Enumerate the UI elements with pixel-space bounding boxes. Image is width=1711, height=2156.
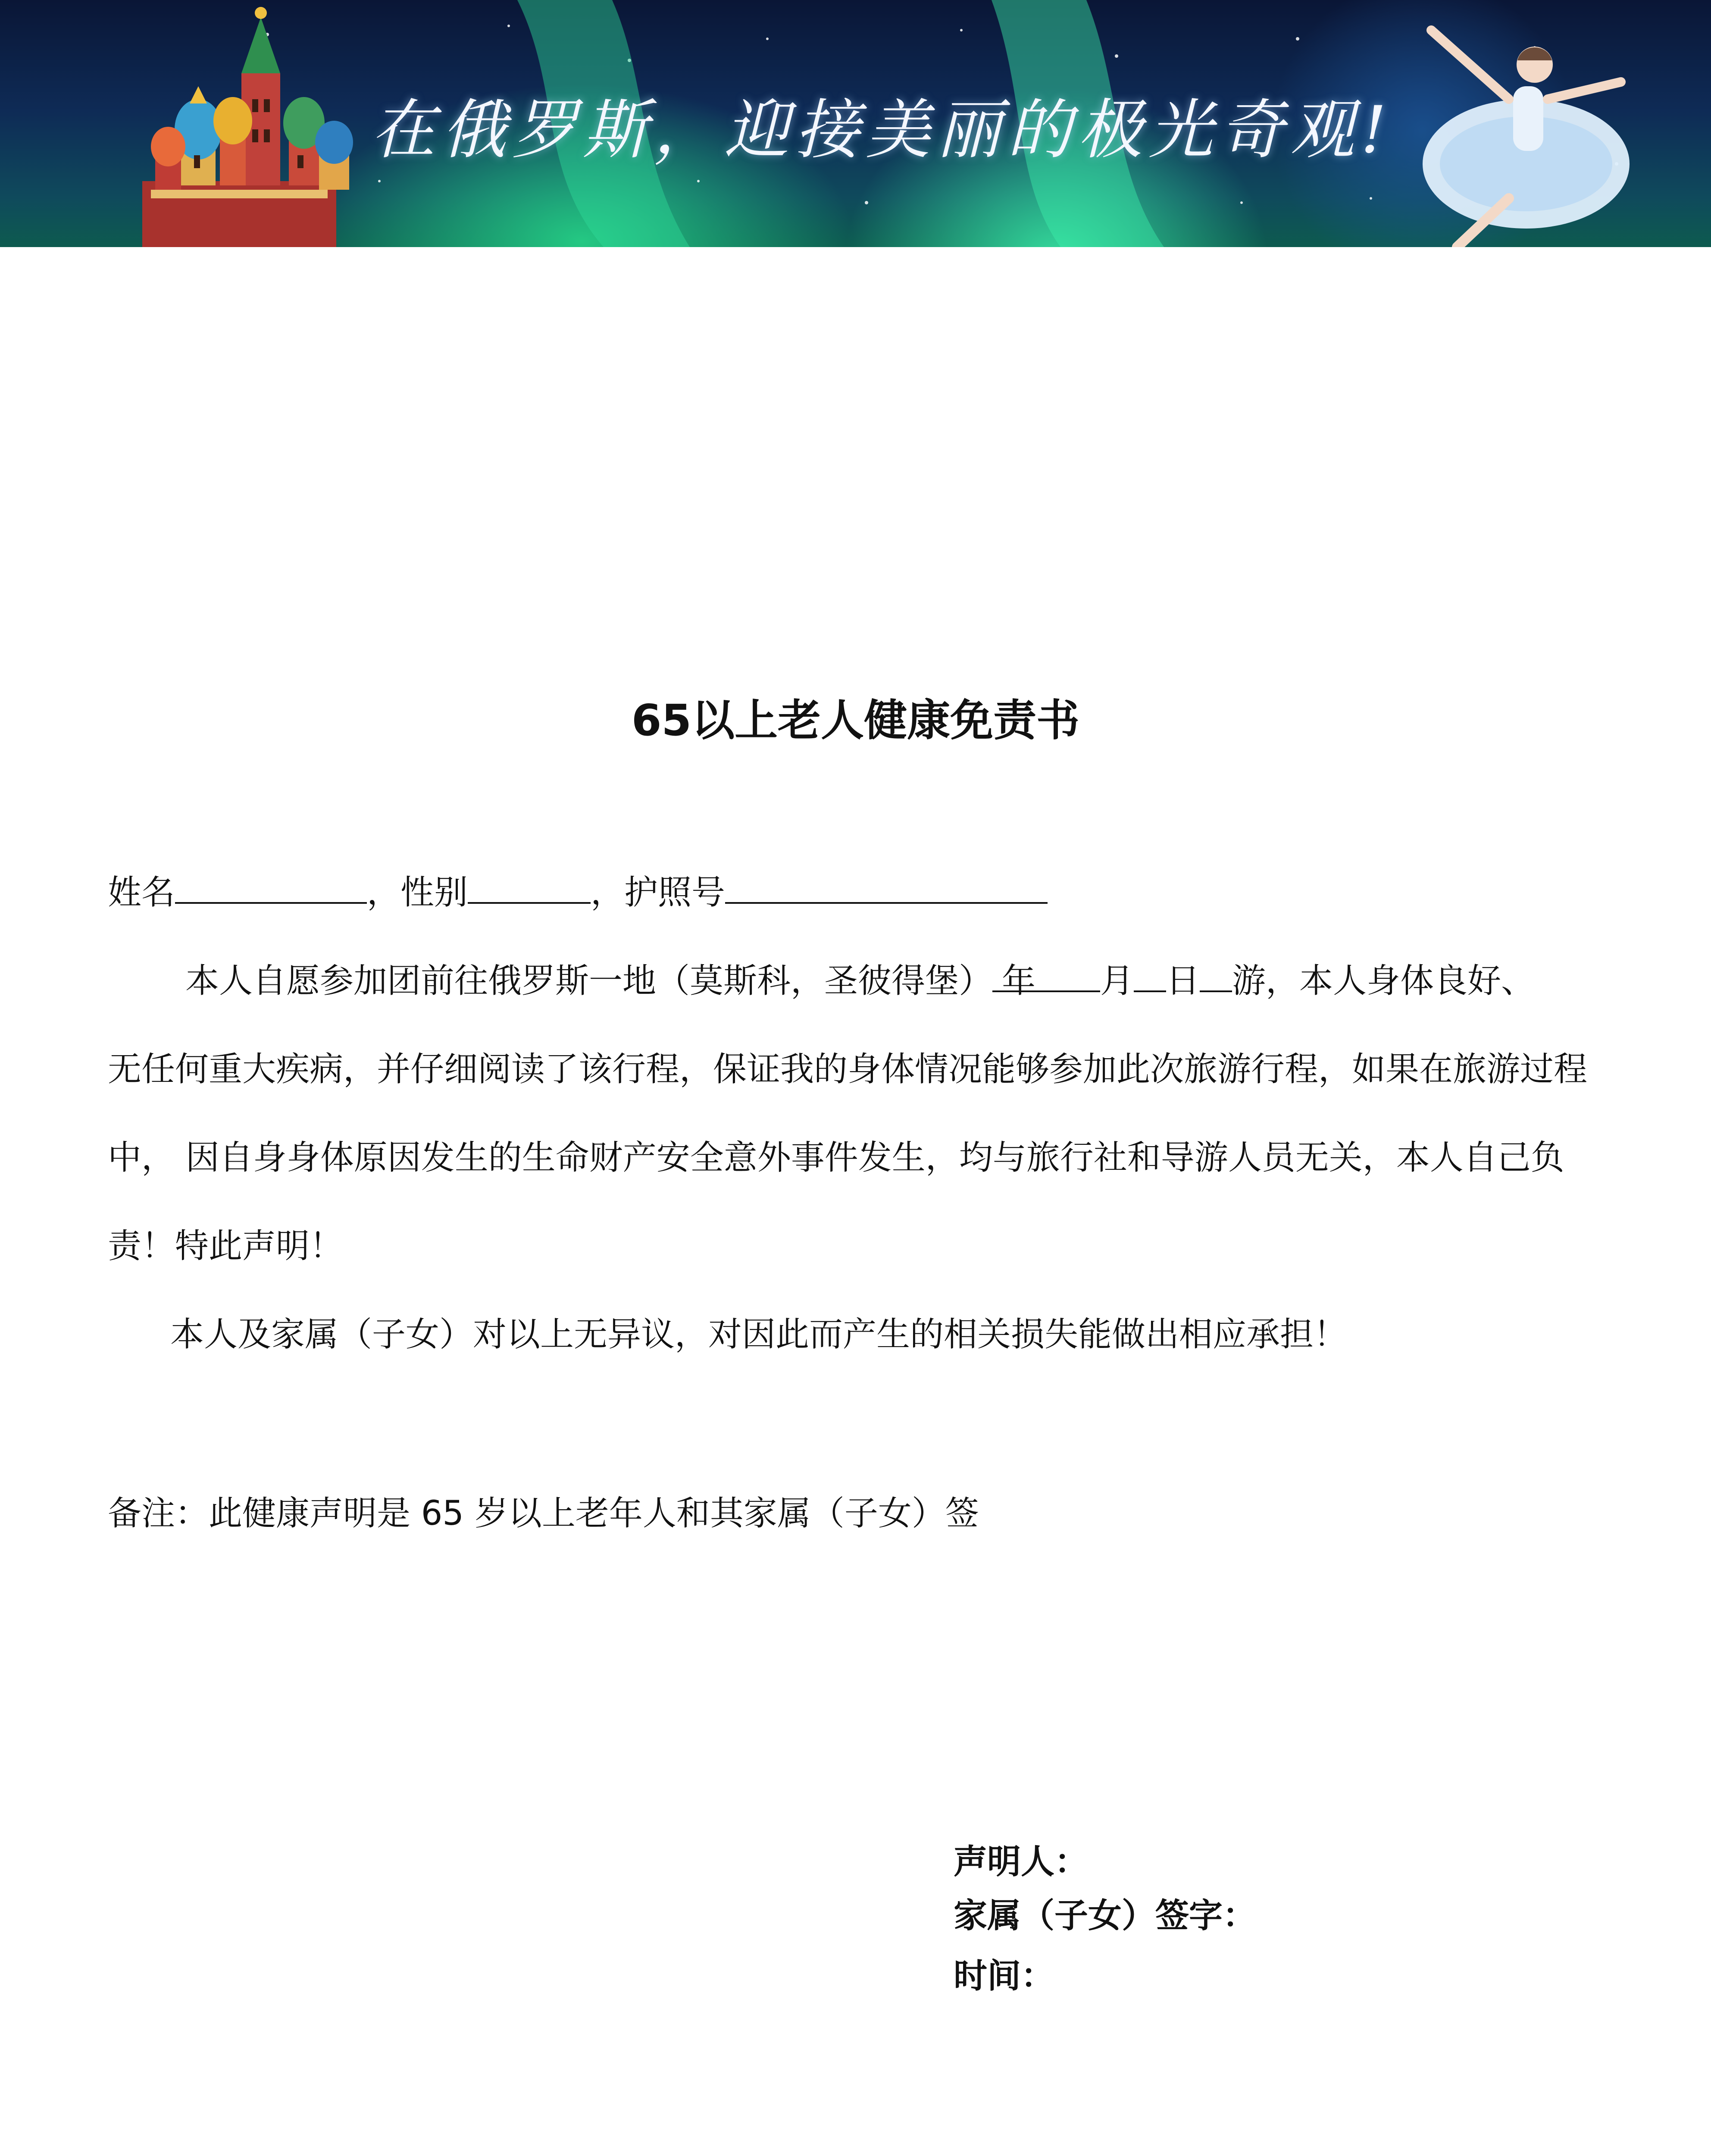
trip-blank[interactable]: [1200, 960, 1232, 992]
day-blank[interactable]: [1134, 960, 1166, 992]
passport-label: ，护照号: [591, 873, 726, 912]
document-title: 65以上老人健康免责书: [631, 695, 1080, 746]
month-blank[interactable]: [1035, 960, 1100, 992]
family-signature-label: 家属（子女）签字：: [954, 1896, 1257, 1935]
paragraph1-tail: 游，本人身体良好、: [1232, 962, 1535, 1000]
paragraph1-line3: 中， 因自身身体原因发生的生命财产安全意外事件发生，均与旅行社和导游人员无关，本人自己负: [108, 1138, 1564, 1177]
personal-info-line: [108, 871, 1048, 914]
gender-label: ，性别: [367, 873, 468, 912]
note-line: 备注：此健康声明是 65 岁以上老年人和其家属（子女）签: [108, 1494, 979, 1533]
paragraph1-line1: [185, 959, 1535, 1003]
date-label: 时间：: [954, 1957, 1055, 1996]
month-label: 月: [1100, 962, 1134, 1000]
paragraph1-line4: 责！特此声明！: [108, 1227, 344, 1266]
day-label: 日: [1166, 962, 1200, 1000]
name-label: 姓名: [108, 873, 175, 912]
declarant-label: 声明人：: [954, 1843, 1089, 1881]
name-blank[interactable]: [175, 872, 367, 904]
header-banner: [0, 0, 1711, 247]
paragraph1-intro: 本人自愿参加团前往俄罗斯一地（莫斯科，圣彼得堡）: [185, 962, 993, 1000]
paragraph2: 本人及家属（子女）对以上无异议，对因此而产生的相关损失能做出相应承担！: [170, 1315, 1348, 1354]
ballerina-icon: [1423, 30, 1630, 247]
paragraph1-line2: 无任何重大疾病，并仔细阅读了该行程，保证我的身体情况能够参加此次旅游行程，如果在旅游过程: [108, 1050, 1588, 1089]
cathedral-icon: [142, 7, 353, 247]
banner-slogan: 在俄罗斯，迎接美丽的极光奇观!: [371, 93, 1393, 168]
gender-blank[interactable]: [468, 872, 591, 904]
year-label: 年: [1002, 962, 1036, 1000]
passport-blank[interactable]: [725, 872, 1048, 904]
